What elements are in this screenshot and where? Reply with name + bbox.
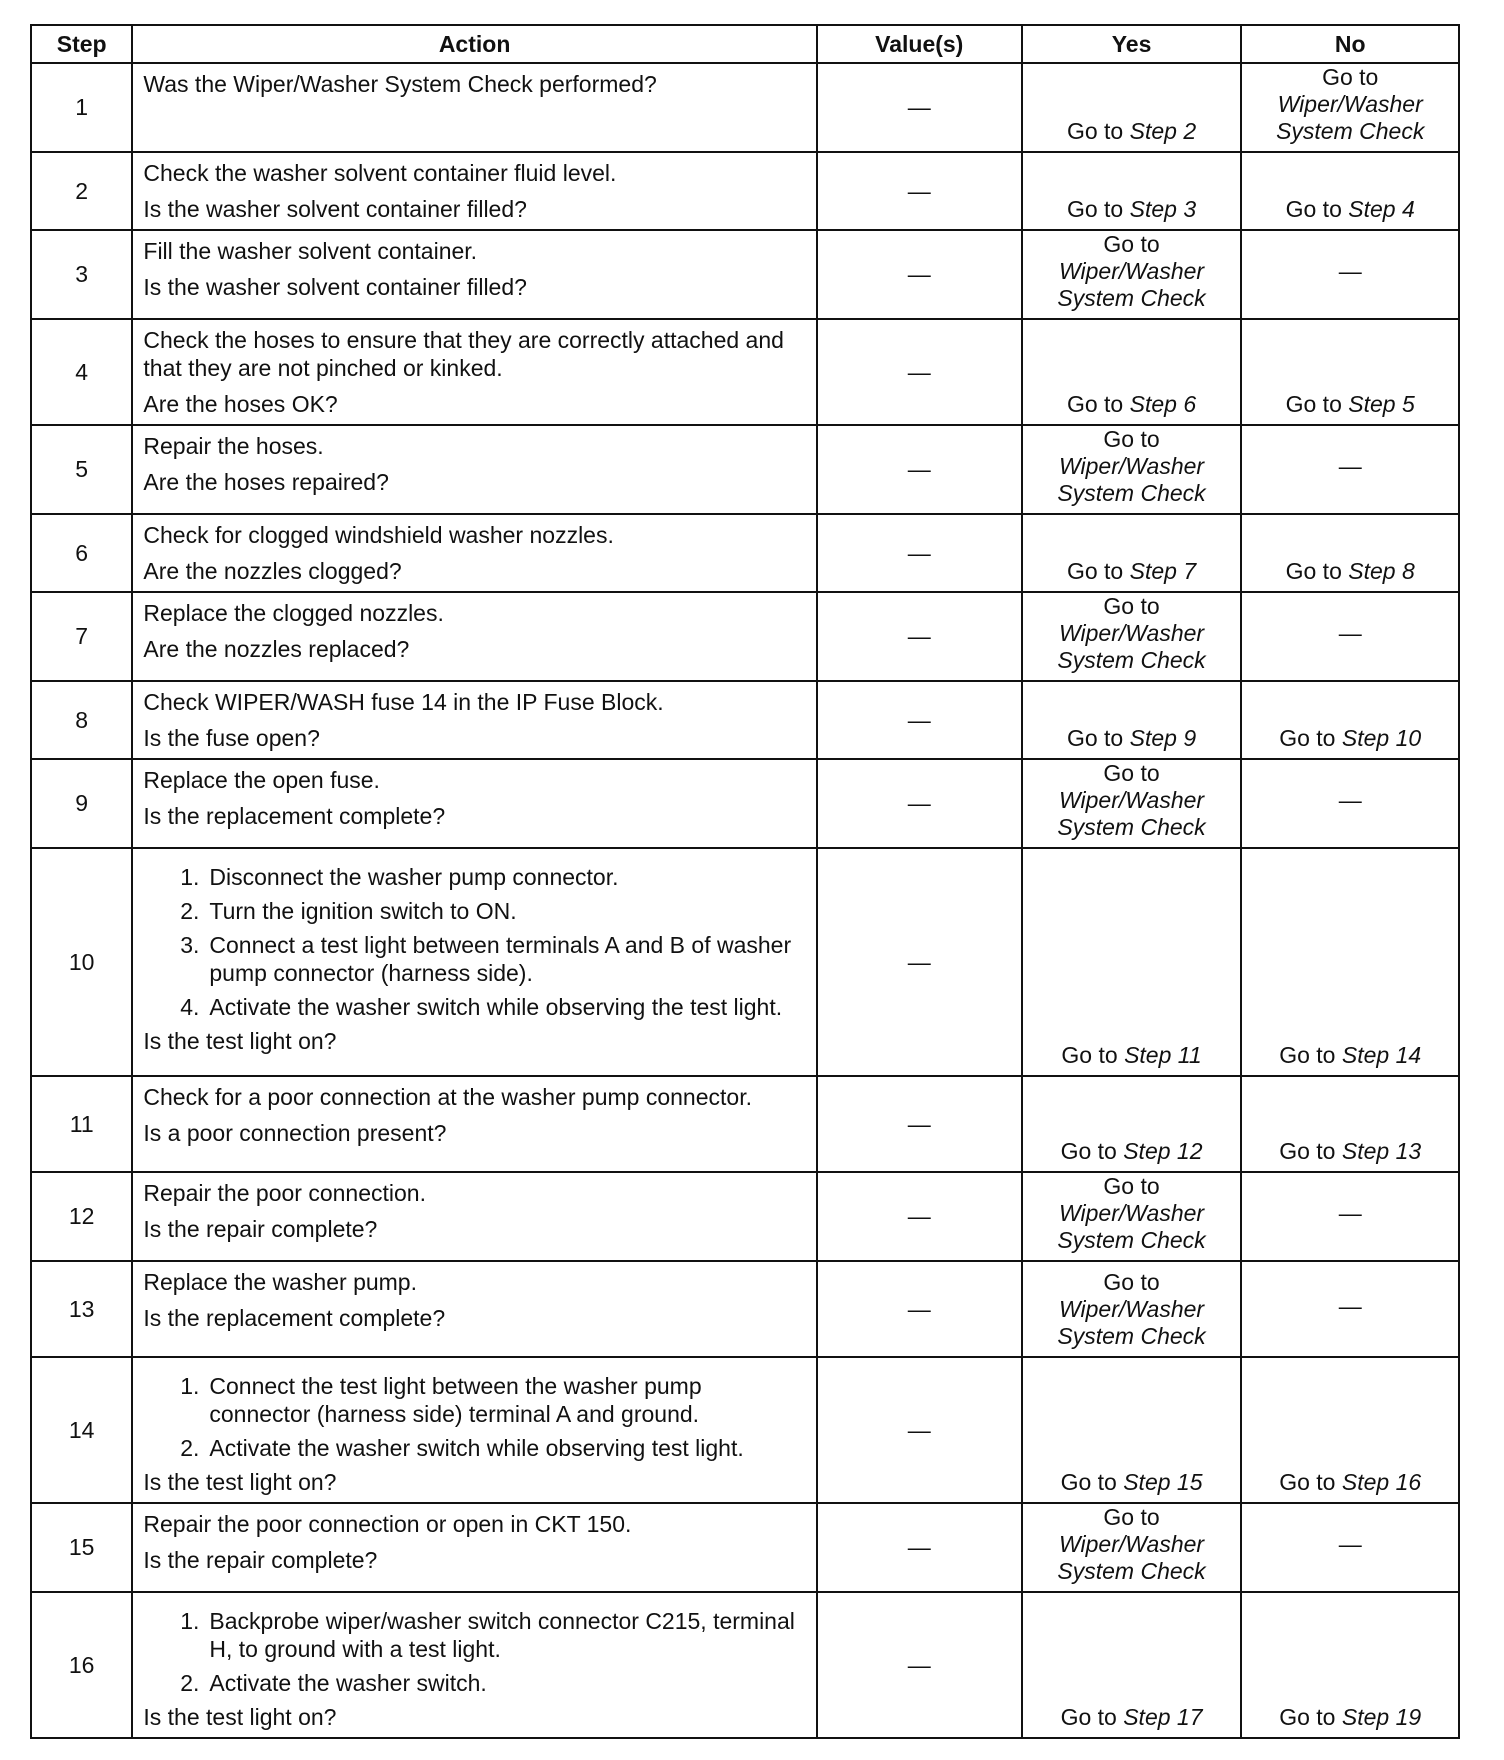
list-number: 2.	[180, 898, 200, 924]
dash: —	[1338, 1200, 1362, 1226]
action-list	[143, 1607, 805, 1697]
yes-cell	[1022, 230, 1242, 319]
table-row	[31, 1261, 1459, 1357]
value-cell: —	[817, 514, 1022, 592]
value-cell: —	[817, 1261, 1022, 1357]
goto-target: Wiper/Washer System Check	[1057, 1296, 1206, 1349]
list-number: 2.	[180, 1670, 200, 1696]
action-line: Are the nozzles clogged?	[143, 558, 402, 584]
goto-target: Wiper/Washer System Check	[1057, 1200, 1206, 1253]
action-line: Replace the clogged nozzles.	[143, 600, 444, 626]
action-list-item	[143, 931, 805, 987]
yes-cell	[1022, 1076, 1242, 1172]
yes-cell	[1022, 848, 1242, 1076]
list-text: Backprobe wiper/washer switch connector C215, terminal H, to ground with a test light.	[209, 1608, 795, 1662]
yes-cell	[1022, 1503, 1242, 1592]
goto-target: Wiper/Washer System Check	[1057, 787, 1206, 840]
no-cell	[1241, 1261, 1459, 1357]
no-cell	[1241, 63, 1459, 152]
value-cell: —	[817, 681, 1022, 759]
yes-cell	[1022, 152, 1242, 230]
step-cell: 6	[31, 514, 132, 592]
step-cell: 8	[31, 681, 132, 759]
header-yes: Yes	[1022, 25, 1242, 63]
action-list	[143, 1372, 805, 1462]
yes-cell	[1022, 1261, 1242, 1357]
no-cell	[1241, 848, 1459, 1076]
action-line: Is the washer solvent container filled?	[143, 274, 527, 300]
step-cell: 12	[31, 1172, 132, 1261]
goto-text: Go to	[1103, 760, 1160, 786]
list-number: 3.	[180, 932, 200, 958]
goto-text: Go to	[1279, 725, 1336, 751]
no-cell	[1241, 1076, 1459, 1172]
action-cell	[132, 759, 816, 848]
action-line: Was the Wiper/Washer System Check performed?	[143, 71, 657, 97]
goto-target: Wiper/Washer System Check	[1057, 1531, 1206, 1584]
goto-target: Step 13	[1341, 1138, 1422, 1164]
action-list-item	[143, 1434, 805, 1462]
no-cell	[1241, 152, 1459, 230]
table-row	[31, 681, 1459, 759]
list-number: 2.	[180, 1435, 200, 1461]
header-row	[31, 25, 1459, 63]
no-cell	[1241, 230, 1459, 319]
action-list-item	[143, 1669, 805, 1697]
value-cell: —	[817, 1592, 1022, 1738]
dash: —	[1338, 1531, 1362, 1557]
table-row	[31, 425, 1459, 514]
goto-text: Go to	[1060, 1138, 1117, 1164]
goto-text: Go to	[1285, 391, 1342, 417]
list-text: Activate the washer switch.	[209, 1670, 487, 1696]
table-row	[31, 230, 1459, 319]
goto-target: Step 4	[1348, 196, 1415, 222]
goto-text: Go to	[1066, 558, 1124, 584]
header-no: No	[1241, 25, 1459, 63]
action-list	[143, 863, 805, 1021]
goto-target: Step 9	[1129, 725, 1197, 751]
goto-target: Wiper/Washer System Check	[1057, 620, 1206, 673]
step-cell: 9	[31, 759, 132, 848]
action-line: Repair the poor connection.	[143, 1180, 426, 1206]
goto-target: Step 17	[1123, 1704, 1203, 1730]
step-cell: 14	[31, 1357, 132, 1503]
yes-cell	[1022, 63, 1242, 152]
value-cell: —	[817, 1076, 1022, 1172]
goto-text: Go to	[1285, 196, 1342, 222]
no-cell	[1241, 1503, 1459, 1592]
action-cell	[132, 1357, 816, 1503]
action-question: Is the test light on?	[143, 1028, 337, 1054]
dash: —	[1338, 1292, 1362, 1319]
action-cell	[132, 1076, 816, 1172]
action-cell	[132, 1172, 816, 1261]
goto-text: Go to	[1060, 1704, 1117, 1730]
goto-target: Step 12	[1123, 1138, 1203, 1164]
action-line: Is a poor connection present?	[143, 1120, 447, 1146]
no-cell	[1241, 319, 1459, 425]
action-list-item	[143, 863, 805, 891]
goto-target: Step 5	[1348, 391, 1415, 417]
goto-target: Step 15	[1123, 1469, 1203, 1495]
yes-cell	[1022, 1357, 1242, 1503]
list-number: 4.	[180, 994, 200, 1020]
action-list-item	[143, 1372, 805, 1428]
goto-text: Go to	[1066, 196, 1124, 222]
goto-text: Go to	[1285, 558, 1342, 584]
dash: —	[1338, 258, 1362, 284]
action-cell	[132, 592, 816, 681]
list-number: 1.	[180, 1608, 200, 1634]
action-question: Is the test light on?	[143, 1469, 337, 1495]
step-cell: 2	[31, 152, 132, 230]
goto-target: Step 8	[1348, 558, 1415, 584]
goto-target: Step 10	[1341, 725, 1422, 751]
value-cell: —	[817, 1357, 1022, 1503]
value-cell: —	[817, 759, 1022, 848]
list-number: 1.	[180, 864, 200, 890]
goto-text: Go to	[1322, 64, 1379, 90]
action-line: Are the hoses OK?	[143, 391, 338, 417]
table-row	[31, 592, 1459, 681]
yes-cell	[1022, 1592, 1242, 1738]
list-number: 1.	[180, 1373, 200, 1399]
action-line: Is the repair complete?	[143, 1547, 378, 1573]
step-cell: 13	[31, 1261, 132, 1357]
table-row	[31, 759, 1459, 848]
action-line: Is the washer solvent container filled?	[143, 196, 527, 222]
step-cell: 10	[31, 848, 132, 1076]
goto-text: Go to	[1066, 391, 1124, 417]
diagnostic-table	[30, 24, 1460, 1739]
yes-cell	[1022, 681, 1242, 759]
goto-text: Go to	[1103, 593, 1160, 619]
action-line: Is the replacement complete?	[143, 1305, 446, 1331]
action-line: Replace the washer pump.	[143, 1269, 417, 1295]
list-text: Disconnect the washer pump connector.	[209, 864, 619, 890]
yes-cell	[1022, 514, 1242, 592]
goto-text: Go to	[1279, 1138, 1336, 1164]
yes-cell	[1022, 592, 1242, 681]
no-cell	[1241, 592, 1459, 681]
action-line: Check the hoses to ensure that they are correctly attached and that they are not pinched or kinked.	[143, 327, 784, 381]
no-cell	[1241, 1172, 1459, 1261]
value-cell: —	[817, 319, 1022, 425]
step-cell: 11	[31, 1076, 132, 1172]
action-line: Check WIPER/WASH fuse 14 in the IP Fuse Block.	[143, 689, 664, 715]
value-cell: —	[817, 848, 1022, 1076]
action-line: Check the washer solvent container fluid level.	[143, 160, 617, 186]
no-cell	[1241, 681, 1459, 759]
step-cell: 1	[31, 63, 132, 152]
dash: —	[1338, 787, 1362, 813]
value-cell: —	[817, 230, 1022, 319]
value-cell: —	[817, 1172, 1022, 1261]
step-cell: 16	[31, 1592, 132, 1738]
action-list-item	[143, 993, 805, 1021]
goto-text: Go to	[1279, 1042, 1336, 1068]
dash: —	[1338, 620, 1362, 646]
goto-target: Step 11	[1124, 1042, 1202, 1068]
table-row	[31, 1592, 1459, 1738]
goto-text: Go to	[1103, 1504, 1160, 1530]
action-line: Are the hoses repaired?	[143, 469, 389, 495]
value-cell: —	[817, 152, 1022, 230]
no-cell	[1241, 759, 1459, 848]
action-line: Are the nozzles replaced?	[143, 636, 410, 662]
yes-cell	[1022, 1172, 1242, 1261]
action-cell	[132, 152, 816, 230]
table-row	[31, 1357, 1459, 1503]
list-text: Activate the washer switch while observing test light.	[209, 1435, 744, 1461]
table-row	[31, 848, 1459, 1076]
action-line: Is the repair complete?	[143, 1216, 378, 1242]
action-list-item	[143, 897, 805, 925]
list-text: Connect a test light between terminals A and B of washer pump connector (harness side).	[209, 932, 792, 986]
value-cell: —	[817, 63, 1022, 152]
yes-cell	[1022, 759, 1242, 848]
no-cell	[1241, 425, 1459, 514]
no-cell	[1241, 1592, 1459, 1738]
yes-cell	[1022, 425, 1242, 514]
action-line: Check for a poor connection at the washer pump connector.	[143, 1084, 752, 1110]
goto-target: Step 14	[1341, 1042, 1422, 1068]
table-row	[31, 152, 1459, 230]
step-cell: 5	[31, 425, 132, 514]
action-cell	[132, 1503, 816, 1592]
step-cell: 3	[31, 230, 132, 319]
table-row	[31, 63, 1459, 152]
no-cell	[1241, 1357, 1459, 1503]
action-line: Is the fuse open?	[143, 725, 320, 751]
goto-target: Step 16	[1341, 1469, 1422, 1495]
action-cell	[132, 319, 816, 425]
goto-text: Go to	[1060, 1469, 1117, 1495]
table-row	[31, 514, 1459, 592]
action-cell	[132, 514, 816, 592]
goto-text: Go to	[1061, 1042, 1118, 1068]
value-cell: —	[817, 425, 1022, 514]
action-list-item	[143, 1607, 805, 1663]
action-cell	[132, 848, 816, 1076]
goto-text: Go to	[1066, 725, 1124, 751]
goto-text: Go to	[1103, 1269, 1160, 1295]
goto-target: Step 2	[1129, 118, 1197, 144]
list-text: Turn the ignition switch to ON.	[209, 898, 517, 924]
step-cell: 15	[31, 1503, 132, 1592]
step-cell: 4	[31, 319, 132, 425]
goto-target: Step 6	[1129, 391, 1197, 417]
action-cell	[132, 1592, 816, 1738]
action-cell	[132, 230, 816, 319]
goto-text: Go to	[1103, 426, 1160, 452]
action-cell	[132, 681, 816, 759]
action-line: Repair the hoses.	[143, 433, 324, 459]
goto-text: Go to	[1066, 118, 1124, 144]
action-line: Fill the washer solvent container.	[143, 238, 478, 264]
goto-target: Wiper/Washer System Check	[1057, 453, 1206, 506]
action-line: Is the replacement complete?	[143, 803, 446, 829]
value-cell: —	[817, 1503, 1022, 1592]
dash: —	[1338, 453, 1362, 479]
value-cell: —	[817, 592, 1022, 681]
header-values: Value(s)	[817, 25, 1022, 63]
table-row	[31, 319, 1459, 425]
action-cell	[132, 63, 816, 152]
goto-target: Wiper/Washer System Check	[1057, 258, 1206, 311]
goto-text: Go to	[1103, 1173, 1160, 1199]
no-cell	[1241, 514, 1459, 592]
action-line: Replace the open fuse.	[143, 767, 380, 793]
goto-target: Step 19	[1341, 1704, 1422, 1730]
action-cell	[132, 425, 816, 514]
goto-text: Go to	[1279, 1469, 1336, 1495]
goto-target: Step 3	[1129, 196, 1197, 222]
list-text: Connect the test light between the washer pump connector (harness side) terminal A and ground.	[209, 1373, 702, 1427]
goto-text: Go to	[1279, 1704, 1336, 1730]
goto-target: Wiper/Washer System Check	[1276, 91, 1425, 144]
action-question: Is the test light on?	[143, 1704, 337, 1730]
yes-cell	[1022, 319, 1242, 425]
header-step: Step	[31, 25, 132, 63]
goto-target: Step 7	[1129, 558, 1197, 584]
action-line: Check for clogged windshield washer nozzles.	[143, 522, 614, 548]
table-row	[31, 1503, 1459, 1592]
action-line: Repair the poor connection or open in CKT 150.	[143, 1511, 632, 1537]
table-body	[31, 63, 1459, 1738]
list-text: Activate the washer switch while observing the test light.	[209, 994, 783, 1020]
header-action: Action	[132, 25, 816, 63]
goto-text: Go to	[1103, 231, 1160, 257]
step-cell: 7	[31, 592, 132, 681]
table-row	[31, 1076, 1459, 1172]
table-row	[31, 1172, 1459, 1261]
action-cell	[132, 1261, 816, 1357]
